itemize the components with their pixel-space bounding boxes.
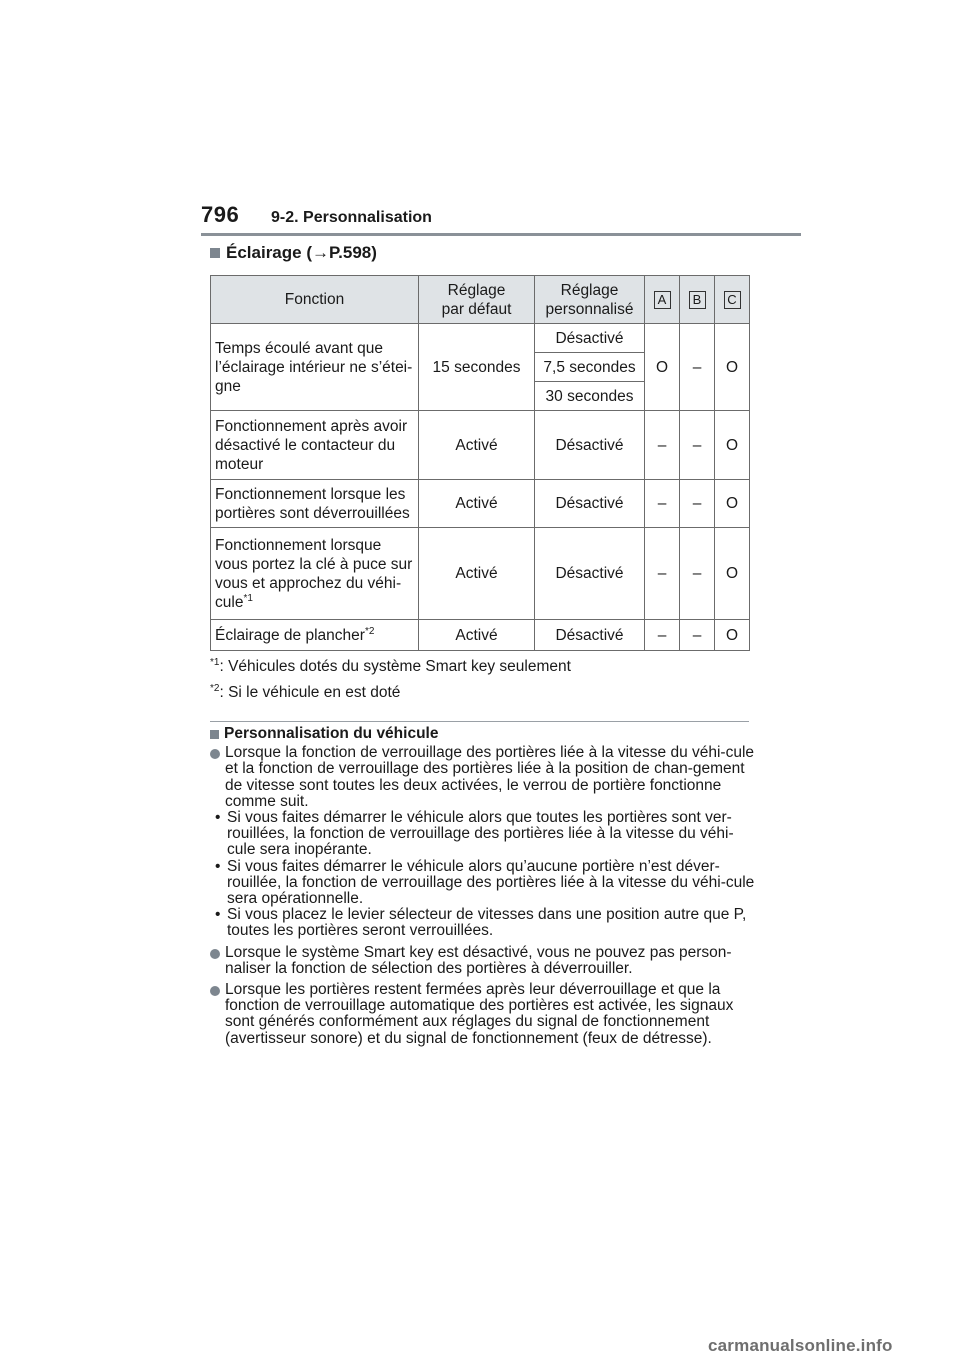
note-text: Lorsque les portières restent fermées après leur déverrouillage et que la fonction de verrouillage automatique des portières est activée, les signaux sont générés conformément aux réglages du signal de fonctionnement (avertisseur sonore) et du signal de fonctionnement (feux de détresse).: [225, 981, 734, 1047]
sub-bullet-icon: •: [215, 809, 221, 827]
chapter-title: 9-2. Personnalisation: [271, 209, 432, 226]
letter-a-badge: A: [654, 291, 671, 309]
table-row: [211, 480, 750, 528]
footnote-text: : Véhicules dotés du système Smart key seulement: [219, 658, 571, 675]
sub-bullet-icon: •: [215, 906, 221, 924]
footnote-2: [210, 684, 400, 702]
footnote-1: [210, 658, 571, 676]
cell-c: O: [715, 620, 750, 651]
header-divider: [201, 233, 801, 236]
table-row: [211, 324, 750, 353]
footnote-marker: *2: [364, 625, 375, 637]
cell-custom: 7,5 secondes: [535, 353, 645, 382]
notes-title: Personnalisation du véhicule: [224, 725, 439, 742]
page-number: 796: [201, 202, 240, 227]
bullet-dot-icon: [210, 986, 220, 996]
cell-default: Activé: [419, 528, 535, 620]
cell-a: –: [645, 411, 680, 480]
cell-c: O: [715, 411, 750, 480]
sub-bullet-icon: •: [215, 857, 221, 875]
header-a: [645, 276, 680, 324]
notes-section: [210, 726, 755, 1052]
header-b: [680, 276, 715, 324]
cell-a: –: [645, 620, 680, 651]
section-title: Éclairage (: [226, 243, 312, 262]
cell-a: –: [645, 480, 680, 528]
sub-item-text: Si vous placez le levier sélecteur de vitesses dans une position autre que P, toutes les portières seront verrouillées.: [227, 906, 747, 940]
section-heading: [210, 243, 377, 263]
footnote-text: : Si le véhicule en est doté: [219, 684, 401, 701]
note-item: [210, 745, 755, 939]
table-row: [211, 411, 750, 480]
footnote-mark: *2: [210, 683, 220, 694]
cell-function-text: Éclairage de plancher: [215, 626, 365, 644]
cell-default: Activé: [419, 480, 535, 528]
header-custom: Réglage personnalisé: [535, 276, 645, 324]
square-bullet-icon: [210, 730, 219, 739]
footnote-mark: *1: [210, 657, 220, 668]
note-item: [210, 945, 755, 977]
note-text: Lorsque le système Smart key est désactivé, vous ne pouvez pas person-naliser la fonction de sélection des portières à déverrouiller.: [225, 943, 732, 977]
cell-b: –: [680, 324, 715, 411]
cell-function-text: Fonctionnement lorsque vous portez la clé à puce sur vous et approchez du véhi-cule: [215, 536, 413, 611]
cell-c: O: [715, 528, 750, 620]
cell-function: Temps écoulé avant que l’éclairage intérieur ne s’étei-gne: [211, 324, 419, 411]
cell-custom: Désactivé: [535, 620, 645, 651]
cell-custom: Désactivé: [535, 411, 645, 480]
table-row: [211, 620, 750, 651]
header-default: Réglage par défaut: [419, 276, 535, 324]
cell-b: –: [680, 528, 715, 620]
section-divider: [210, 721, 749, 722]
cell-function: [211, 528, 419, 620]
cell-c: O: [715, 480, 750, 528]
sub-item: [214, 859, 755, 908]
cell-custom: Désactivé: [535, 528, 645, 620]
cell-custom: 30 secondes: [535, 382, 645, 411]
header-function: Fonction: [211, 276, 419, 324]
bullet-dot-icon: [210, 749, 220, 759]
cell-default: Activé: [419, 411, 535, 480]
watermark: carmanualsonline.info: [708, 1336, 893, 1355]
cell-default: Activé: [419, 620, 535, 651]
cell-function: Fonctionnement lorsque les portières sont déverrouillées: [211, 480, 419, 528]
cell-b: –: [680, 480, 715, 528]
cell-a: –: [645, 528, 680, 620]
cell-b: –: [680, 620, 715, 651]
cell-a: O: [645, 324, 680, 411]
section-reference: P.598): [329, 243, 377, 262]
bullet-dot-icon: [210, 949, 220, 959]
cell-custom: Désactivé: [535, 324, 645, 353]
sub-item: [214, 907, 755, 939]
notes-heading: [210, 726, 755, 742]
sub-item-text: Si vous faites démarrer le véhicule alors que toutes les portières sont ver-rouillées, la fonction de verrouillage des portières liée à la vitesse du véhi-cule sera inopérante.: [227, 809, 734, 859]
settings-table: [210, 275, 750, 651]
note-text: Lorsque la fonction de verrouillage des portières liée à la vitesse du véhi-cule et la fonction de verrouillage des portières liée à la position de chan-gement de vitesse sont toutes les deux activées, le verrou de portière fonctionne comme suit.: [225, 744, 755, 810]
cell-c: O: [715, 324, 750, 411]
cell-function: Fonctionnement après avoir désactivé le contacteur du moteur: [211, 411, 419, 480]
cell-default: 15 secondes: [419, 324, 535, 411]
cell-function: [211, 620, 419, 651]
footnote-marker: *1: [243, 592, 253, 604]
sub-item-text: Si vous faites démarrer le véhicule alors qu’aucune portière n’est déver-rouillée, la fonction de verrouillage des portières liée à la vitesse du véhi-cule sera opérationnelle.: [227, 857, 755, 908]
cell-b: –: [680, 411, 715, 480]
table-header-row: [211, 276, 750, 324]
table-row: [211, 528, 750, 620]
cell-custom: Désactivé: [535, 480, 645, 528]
header-c: [715, 276, 750, 324]
letter-c-badge: C: [724, 291, 741, 309]
note-item: [210, 982, 755, 1047]
sub-item: [214, 810, 755, 859]
arrow-icon: →: [312, 243, 329, 262]
letter-b-badge: B: [689, 291, 706, 309]
square-bullet-icon: [210, 248, 220, 258]
